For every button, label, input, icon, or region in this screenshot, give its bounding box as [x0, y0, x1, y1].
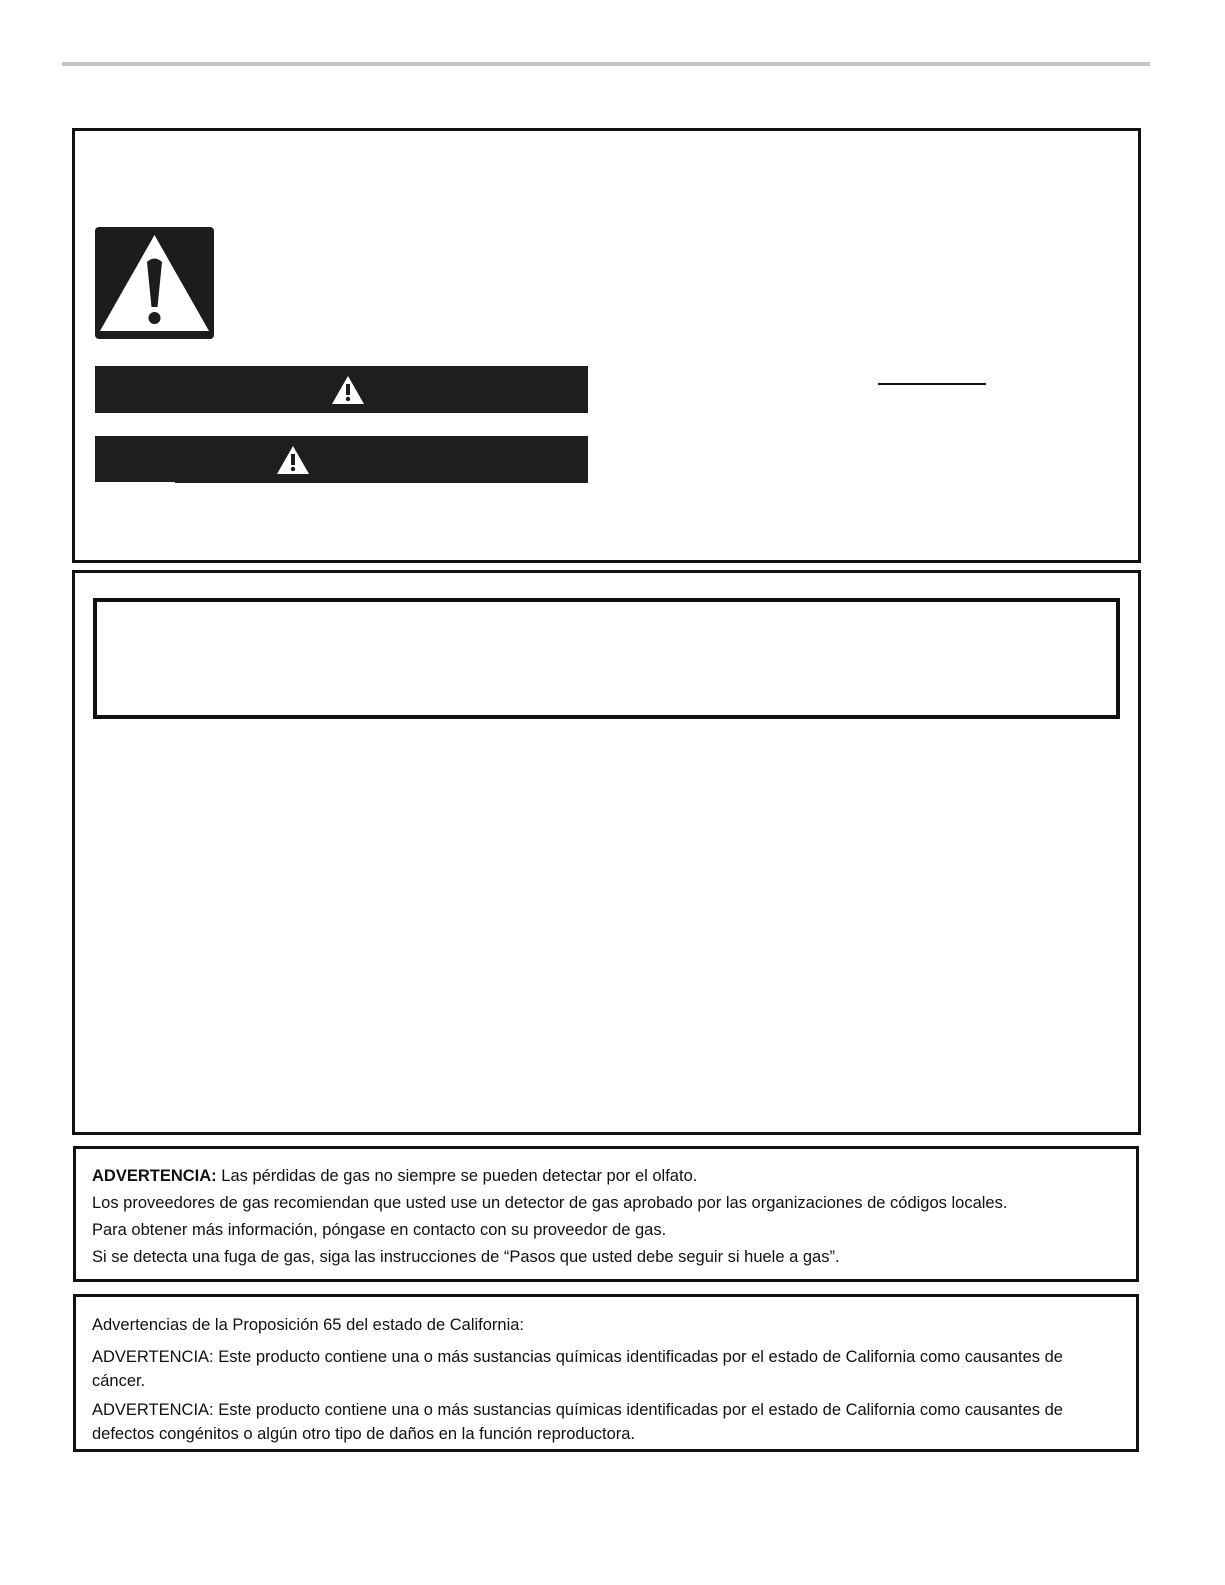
gas-warning-line-3: Para obtener más información, póngase en contacto con su proveedor de gas. — [92, 1221, 667, 1239]
underline-rule — [878, 383, 986, 385]
bar-notch — [95, 482, 175, 483]
warning-triangle-icon — [275, 444, 311, 476]
safety-info-box — [72, 128, 1141, 563]
gas-warning-line-1 — [92, 1164, 697, 1188]
gas-warning-line-4: Si se detecta una fuga de gas, siga las instrucciones de “Pasos que usted debe seguir si huele a gas”. — [92, 1248, 840, 1266]
prop65-title: Advertencias de la Proposición 65 del estado de California: — [92, 1316, 525, 1334]
warning-triangle-icon — [330, 374, 366, 406]
prop65-warning-reproductive: ADVERTENCIA: Este producto contiene una o más sustancias químicas identificadas por el estado de California como causantes de defectos congénitos o algún otro tipo de daños en la función reproductora. — [92, 1401, 1063, 1443]
prop65-warning-cancer: ADVERTENCIA: Este producto contiene una o más sustancias químicas identificadas por el estado de California como causantes de cáncer. — [92, 1348, 1063, 1390]
gas-warning-label: ADVERTENCIA: — [92, 1167, 217, 1185]
gas-warning-line-2: Los proveedores de gas recomiendan que usted use un detector de gas aprobado por las organizaciones de códigos locales. — [92, 1194, 1008, 1212]
warning-signal-bar — [95, 436, 588, 483]
header-rule — [62, 62, 1150, 66]
danger-signal-bar — [95, 366, 588, 413]
safety-instructions-header-box — [93, 598, 1120, 719]
gas-warning-text: Las pérdidas de gas no siempre se pueden detectar por el olfato. — [221, 1167, 698, 1185]
safety-alert-symbol-icon — [95, 227, 214, 339]
